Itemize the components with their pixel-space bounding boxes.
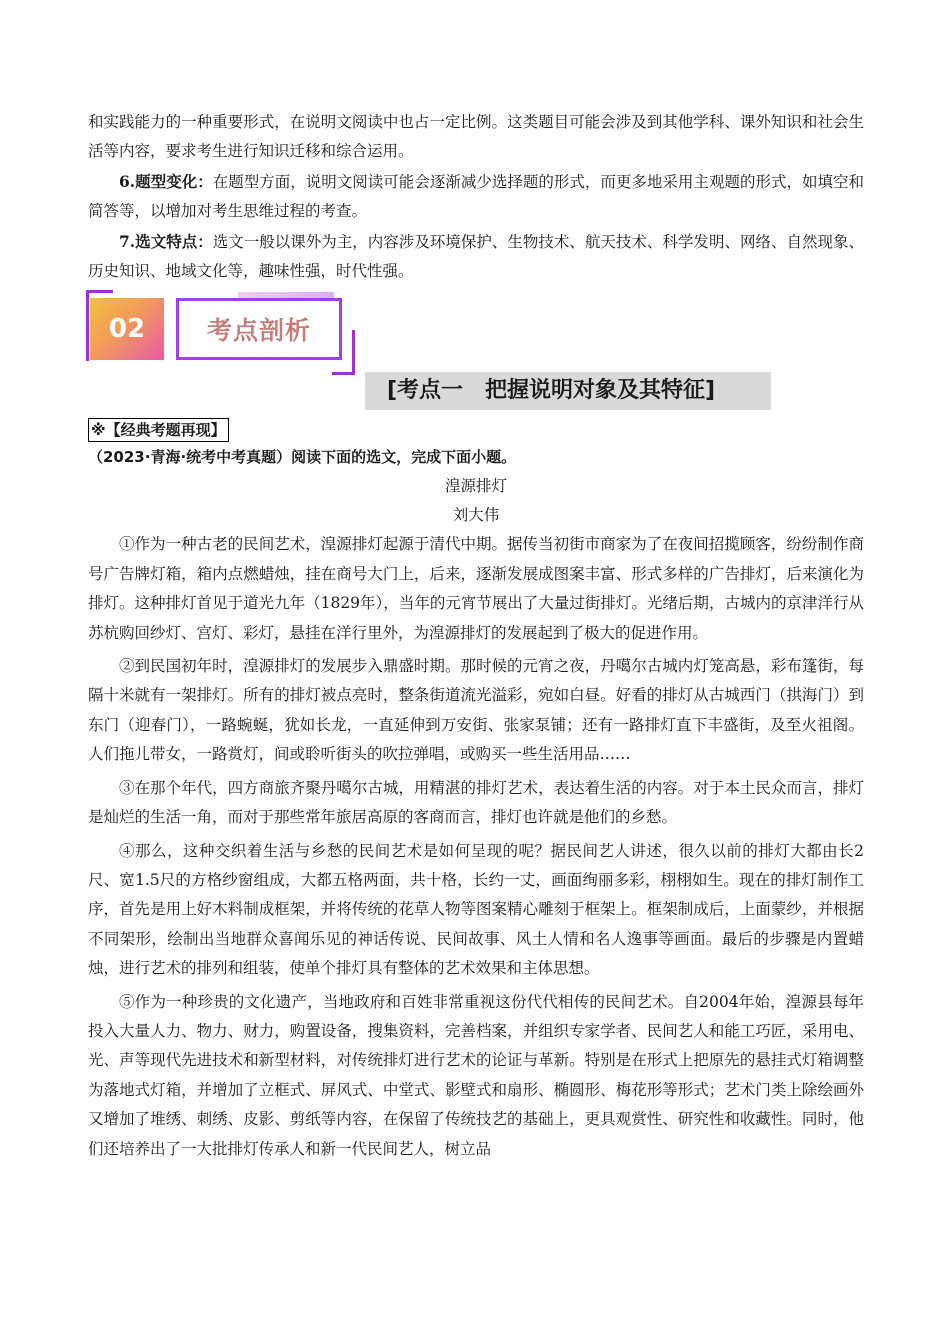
classic-label: ※【经典考题再现】 [88, 418, 229, 442]
article-paragraph-5: ⑤作为一种珍贵的文化遗产，当地政府和百姓非常重视这份代代相传的民间艺术。自2004年始，湟源县每年投入大量人力、物力、财力，购置设备，搜集资料，完善档案，并组织专家学者、民间艺人和能工巧匠，采用电、光、声等现代先进技术和新型材料，对传统排灯进行艺术的论证与革新。特别是在形式上把原先的悬挂式灯箱调整为落地式灯箱，并增加了立框式、屏风式、中堂式、影壁式和扇形、椭圆形、梅花形等形式；艺术门类上除绘画外又增加了堆绣、刺绣、皮影、剪纸等内容，在保留了传统技艺的基础上，更具观赏性、研究性和收藏性。同时，他们还培养出了一大批排灯传承人和新一代民间艺人，树立品 [88, 992, 864, 1158]
item-6-label: 6.题型变化： [119, 171, 213, 191]
section-title: 考点剖析 [206, 316, 311, 346]
classic-label-row [88, 412, 864, 442]
section-number: 02 [90, 298, 164, 360]
item-7-label: 7.选文特点： [119, 231, 213, 251]
item-7-text: 选文一般以课外为主，内容涉及环境保护、生物技术、航天技术、科学发明、网络、自然现象、历史知识、地域文化等，趣味性强，时代性强。 [88, 232, 864, 281]
question-source: （2023·青海·统考中考真题）阅读下面的选文，完成下面小题。 [88, 448, 517, 467]
kaodian-heading: [考点一 把握说明对象及其特征] [365, 372, 771, 410]
article-paragraph-2: ②到民国初年时，湟源排灯的发展步入鼎盛时期。那时候的元宵之夜，丹噶尔古城内灯笼高悬，彩布篷街，每隔十米就有一架排灯。所有的排灯被点亮时，整条街道流光溢彩，宛如白昼。好看的排灯从古城西门（拱海门）到东门（迎春门），一路蜿蜒，犹如长龙，一直延伸到万安街、张家泵铺；还有一路排灯直下丰盛街，及至火祖阁。人们拖儿带女，一路赏灯，间或聆听街头的吹拉弹唱，或购买一些生活用品…… [88, 657, 864, 764]
intro-item-7 [88, 227, 864, 287]
document-page [88, 108, 864, 1164]
section-header [88, 294, 864, 380]
article-paragraph-3: ③在那个年代，四方商旅齐聚丹噶尔古城，用精湛的排灯艺术，表达着生活的内容。对于本土民众而言，排灯是灿烂的生活一角，而对于那些常年旅居高原的客商而言，排灯也许就是他们的乡愁。 [88, 778, 864, 827]
article-author: 刘大伟 [452, 506, 500, 525]
article-title: 湟源排灯 [444, 477, 507, 496]
article-paragraph-4: ④那么，这种交织着生活与乡愁的民间艺术是如何呈现的呢？据民间艺人讲述，很久以前的排灯大都由长2尺、宽1.5尺的方格纱窗组成，大都五格两面，共十格，长约一丈，画面绚丽多彩，栩栩如生。现在的排灯制作工序，首先是用上好木料制成框架，并将传统的花草人物等图案精心雕刻于框架上。框架制成后，上面蒙纱，并根据不同架形，绘制出当地群众喜闻乐见的神话传说、民间故事、风土人情和名人逸事等画面。最后的步骤是内置蜡烛，进行艺术的排列和组装，使单个排灯具有整体的艺术效果和主体思想。 [88, 841, 864, 978]
intro-item-6 [88, 167, 864, 227]
item-6-text: 在题型方面，说明文阅读可能会逐渐减少选择题的形式，而更多地采用主观题的形式，如填空和简答等，以增加对考生思维过程的考查。 [88, 172, 864, 221]
section-title-box [176, 298, 342, 360]
intro-continuation: 和实践能力的一种重要形式，在说明文阅读中也占一定比例。这类题目可能会涉及到其他学科、课外知识和社会生活等内容，要求考生进行知识迁移和综合运用。 [88, 113, 864, 161]
article-paragraph-1: ①作为一种古老的民间艺术，湟源排灯起源于清代中期。据传当初街市商家为了在夜间招揽顾客，纷纷制作商号广告牌灯箱，箱内点燃蜡烛，挂在商号大门上，后来，逐渐发展成图案丰富、形式多样的广告排灯，后来演化为排灯。这种排灯首见于道光九年（1829年），当年的元宵节展出了大量过街排灯。光绪后期，古城内的京津洋行从苏杭购回纱灯、宫灯、彩灯，悬挂在洋行里外，为湟源排灯的发展起到了极大的促进作用。 [88, 535, 864, 642]
section-corner-decoration-2 [332, 330, 355, 375]
